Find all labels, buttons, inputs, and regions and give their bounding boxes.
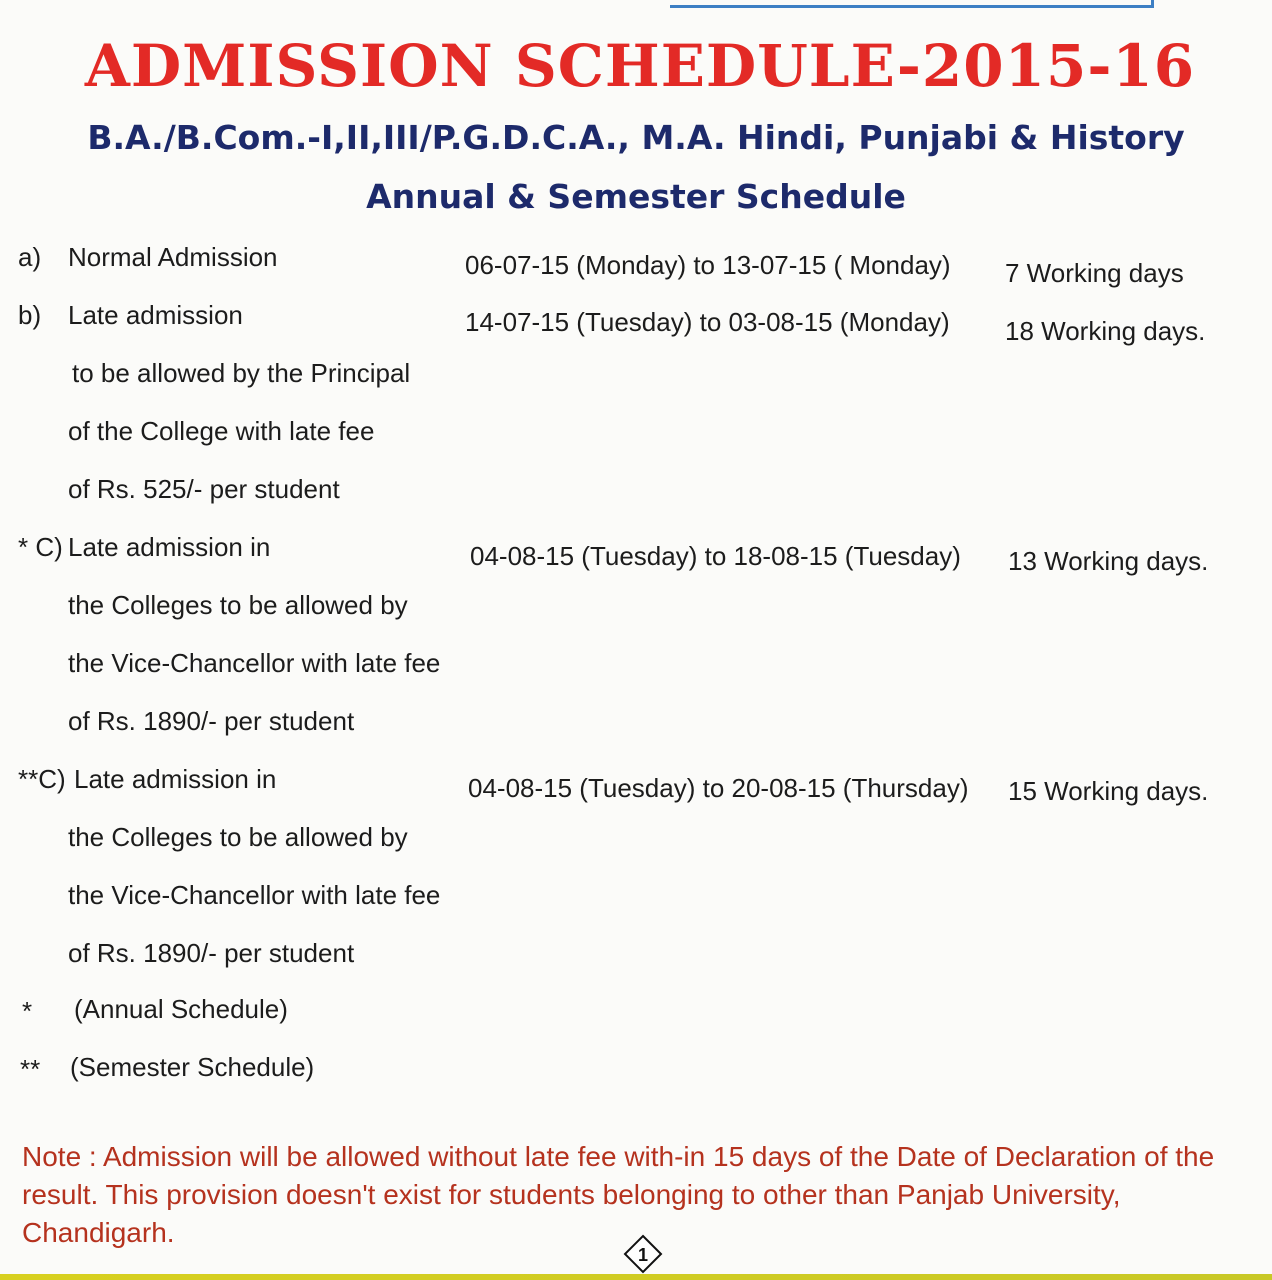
row-a-description: Normal Admission	[68, 242, 278, 272]
row-c-semester-line-3: the Vice-Chancellor with late fee	[68, 880, 441, 910]
row-marker-c-annual: * C)	[18, 532, 63, 562]
row-c-annual-line-1: Late admission in	[68, 532, 271, 562]
schedule-subtitle: Annual & Semester Schedule	[366, 177, 906, 216]
page-title: ADMISSION SCHEDULE-2015-16	[84, 32, 1196, 100]
legend-symbol-semester: **	[20, 1054, 41, 1084]
page-number-badge	[623, 1234, 663, 1274]
row-c-annual-line-4: of Rs. 1890/- per student	[68, 706, 355, 736]
row-c-semester-line-1: Late admission in	[74, 764, 277, 794]
row-c-annual-dates: 04-08-15 (Tuesday) to 18-08-15 (Tuesday)	[470, 541, 961, 571]
row-b-line-1: Late admission	[68, 300, 243, 330]
legend-annual-schedule: (Annual Schedule)	[74, 994, 288, 1024]
diamond-icon	[623, 1234, 663, 1274]
row-c-annual-line-2: the Colleges to be allowed by	[68, 590, 408, 620]
bottom-border-rule	[0, 1274, 1272, 1280]
note-paragraph: Note : Admission will be allowed without late fee with-in 15 days of the Date of Declaration of the result. This provision doesn't exist for students belonging to other than Panjab University, Chandigarh.	[22, 1141, 1215, 1248]
row-c-annual-line-3: the Vice-Chancellor with late fee	[68, 648, 441, 678]
row-b-dates: 14-07-15 (Tuesday) to 03-08-15 (Monday)	[465, 307, 950, 337]
row-c-annual-working-days: 13 Working days.	[1008, 546, 1209, 576]
page-number: 1	[637, 1245, 649, 1265]
row-b-line-3: of the College with late fee	[68, 416, 375, 446]
row-b-working-days: 18 Working days.	[1005, 316, 1206, 346]
row-a-working-days: 7 Working days	[1005, 258, 1184, 288]
row-c-semester-line-4: of Rs. 1890/- per student	[68, 938, 355, 968]
row-marker-c-semester: **C)	[18, 764, 66, 794]
row-c-semester-working-days: 15 Working days.	[1008, 776, 1209, 806]
top-border-rule	[670, 0, 1154, 8]
row-c-semester-dates: 04-08-15 (Tuesday) to 20-08-15 (Thursday)	[468, 773, 969, 803]
row-marker-b: b)	[18, 300, 42, 330]
row-c-semester-line-2: the Colleges to be allowed by	[68, 822, 408, 852]
courses-subtitle: B.A./B.Com.-I,II,III/P.G.D.C.A., M.A. Hindi, Punjabi & History	[87, 118, 1185, 157]
legend-symbol-annual: *	[22, 996, 33, 1026]
row-a-dates: 06-07-15 (Monday) to 13-07-15 ( Monday)	[465, 250, 951, 280]
row-marker-a: a)	[18, 242, 42, 272]
legend-semester-schedule: (Semester Schedule)	[70, 1052, 315, 1082]
row-b-line-4: of Rs. 525/- per student	[68, 474, 340, 504]
row-b-line-2: to be allowed by the Principal	[72, 358, 411, 388]
